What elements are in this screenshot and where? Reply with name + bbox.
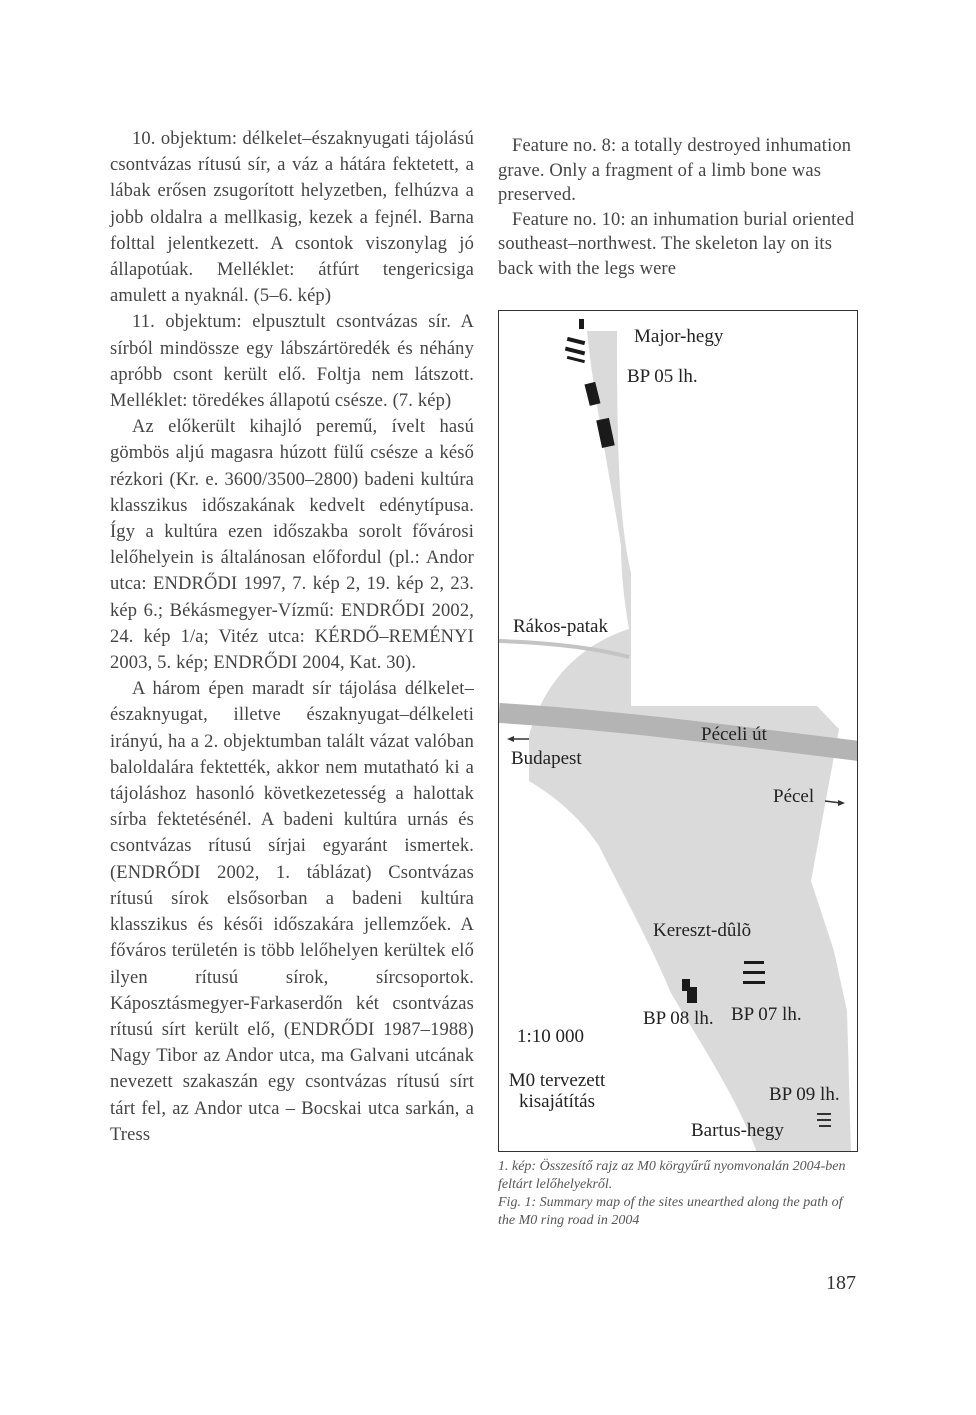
label-scale: 1:10 000 (517, 1026, 585, 1047)
label-bp09: BP 09 lh. (769, 1084, 840, 1105)
bp09-site-mark (817, 1113, 831, 1115)
bp09-site-mark (819, 1125, 831, 1127)
bp07-site-mark (744, 961, 764, 964)
label-bp08: BP 08 lh. (643, 1008, 714, 1029)
site-map-figure (498, 310, 858, 1152)
paragraph-cup-description: Az előkerült kihajló peremű, ívelt hasú gömbös aljú magasra húzott fülű csésze a késő rézkori (Kr. e. 3600/3500–2800) badeni kultúra klasszikus időszakának kedvelt edénytípusa. Így a kultúra ezen időszakba sorolt fővárosi lelőhelyein is általánosan előfordul (pl.: Andor utca: ENDRŐDI 1997, 7. kép 2, 19. kép 2, 23. kép 6.; Békásmegyer-Vízmű: ENDRŐDI 2002, 24. kép 1/a; Vitéz utca: KÉRDŐ–REMÉNYI 2003, 5. kép; ENDRŐDI 2004, Kat. 30). (110, 417, 474, 674)
page-number: 187 (826, 1272, 856, 1294)
caption-hungarian: 1. kép: Összesítő rajz az M0 körgyűrű nyomvonalán 2004-ben feltárt lelőhelyekről. (498, 1159, 846, 1192)
paragraph-feature-10-hu: 10. objektum: délkelet–északnyugati tájolású csontvázas rítusú sír, a váz a hátára fektetett, a lábak erősen zsugorított helyzetben, felhúzva a jobb oldalra a mellkasig, kezek a fejnél. Barna folttal jelentkezett. A csontok viszonylag jó állapotúak. Melléklet: átfúrt tengericsiga amulett a nyaknál. (5–6. kép) (110, 129, 474, 307)
paragraph-feature-10-en: Feature no. 10: an inhumation burial oriented southeast–northwest. The skeleton lay on its back with the legs were (498, 209, 855, 279)
legend-line-1: M0 tervezett (508, 1070, 606, 1091)
bp05-site-mark (579, 319, 584, 329)
label-bartus-hegy: Bartus-hegy (691, 1120, 784, 1141)
label-budapest: Budapest (511, 748, 582, 769)
bp05-site-mark (567, 356, 585, 363)
paragraph-grave-orientation: A három épen maradt sír tájolása délkelet–északnyugat, illetve északnyugat–délkeleti irányú, ha a 2. objektumban talált vázat valóban baloldalára fektették, akkor nem mutatható ki a tájoláshoz hasonló következetesség a halottak sírba fektetésénél. A badeni kultúra urnás és csontvázas rítusú sírjai egyaránt ismertek. (ENDRŐDI 2002, 1. táblázat) Csontvázas rítusú sírok elsősorban a badeni kultúra klasszikus és késői időszakára jellemzőek. A főváros területén is több lelőhelyen kerültek elő ilyen rítusú sírok, sírcsoportok. Káposztásmegyer-Farkaserdőn két csontvázas rítusú sírt került elő, (ENDRŐDI 1987–1988) Nagy Tibor az Andor utca, ma Galvani utcának nevezett szakaszán egy csontvázas rítusú sírt tárt fel, az Andor utca – Bocskai utca sarkán, a Tress (110, 679, 474, 1145)
left-text-column (110, 126, 474, 1148)
paragraph-feature-11-hu: 11. objektum: elpusztult csontvázas sír. A sírból mindössze egy lábszártöredék és néhány apróbb csont került elő. Foltja nem látszott. Melléklet: töredékes állapotú csésze. (7. kép) (110, 312, 474, 412)
label-rakos-patak: Rákos-patak (513, 616, 608, 637)
caption-english: Fig. 1: Summary map of the sites unearthed along the path of the M0 ring road in 2004 (498, 1195, 843, 1228)
legend-line-2: kisajátítás (519, 1090, 595, 1112)
label-major-hegy: Major-hegy (634, 326, 724, 347)
label-peceli-ut: Péceli út (701, 724, 767, 745)
bp09-site-mark (817, 1119, 831, 1121)
label-bp05: BP 05 lh. (627, 366, 698, 387)
bp07-site-mark (743, 971, 765, 974)
bp05-site-mark (565, 347, 585, 356)
budapest-arrow-icon (507, 736, 514, 742)
bp08-site-mark (687, 987, 697, 1003)
right-text-column (498, 134, 858, 281)
bp07-site-mark (743, 981, 765, 984)
paragraph-feature-8-en: Feature no. 8: a totally destroyed inhumation grave. Only a fragment of a limb bone was preserved. (498, 136, 852, 205)
figure-caption (498, 1158, 860, 1230)
label-kereszt-dulo: Kereszt-dûlõ (653, 920, 752, 941)
label-bp07: BP 07 lh. (731, 1004, 802, 1025)
pecel-arrow-icon (838, 800, 845, 806)
bp05-site-mark (567, 337, 585, 345)
map-legend (507, 1071, 607, 1113)
label-pecel: Pécel (773, 786, 815, 807)
